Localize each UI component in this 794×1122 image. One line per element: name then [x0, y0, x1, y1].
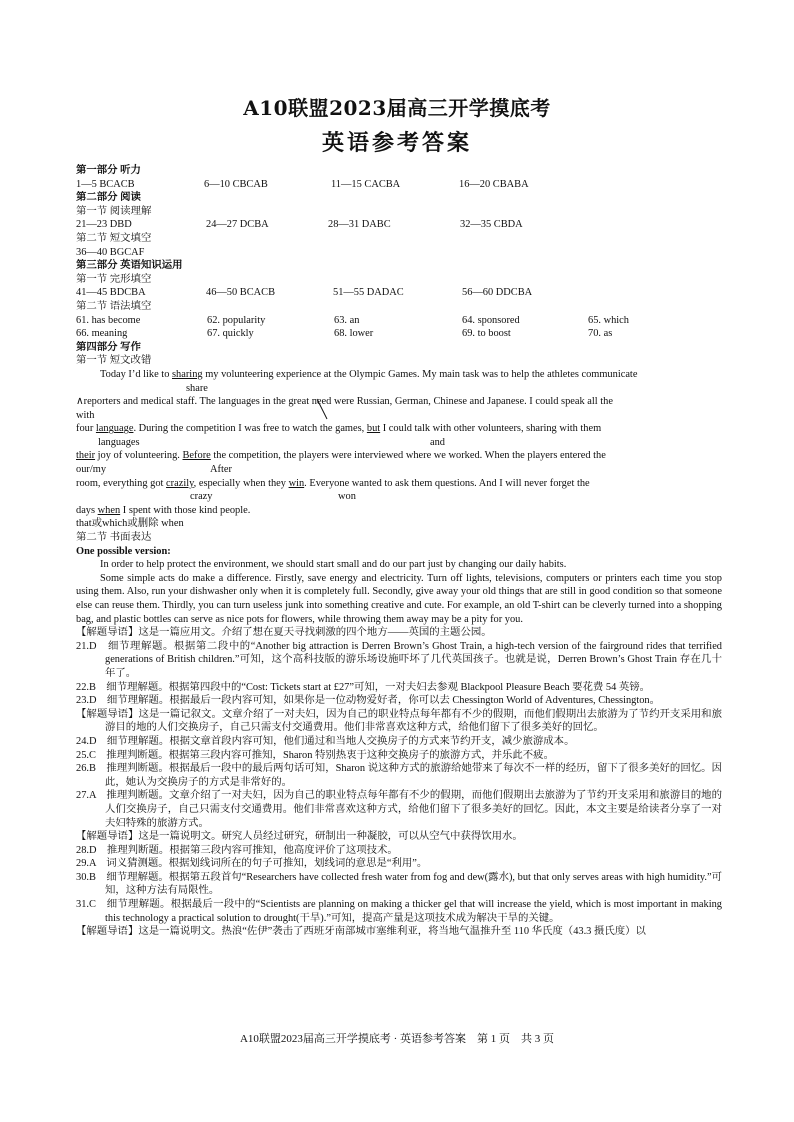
grammar-row: [76, 327, 722, 341]
correction-line: Today I’d like to sharing my volunteering experience at the Olympic Games. My main task was to help the athletes communicate: [100, 368, 638, 380]
explanation-note: 28.D 推理判断题。根据第三段内容可推知，他高度评价了这项技术。: [76, 844, 398, 856]
correction-note: our/my: [76, 464, 107, 476]
subsection-heading: 第一节 短文改错: [76, 355, 152, 367]
correction-line: four language. During the competition I was free to watch the games, but I could talk with other volunteers, sharing with them: [76, 423, 602, 435]
grammar-answer: 63. an: [334, 314, 360, 326]
grammar-answer: 66. meaning: [76, 328, 128, 340]
correction-note: won: [338, 491, 356, 503]
explanation-note: 31.C 细节理解题。根据最后一段中的“Scientists are planning on making a thicker gel that will increase the yield, which is most important in making this technology a practical solution to drought(干旱).”可知，提高产量是这项技术成为解决干旱的关键。: [76, 899, 722, 924]
explanation-note: 【解题导语】这是一篇说明文。研究人员经过研究，研制出一种凝胶，可以从空气中获得饮用水。: [76, 831, 523, 843]
grammar-row: [76, 314, 722, 328]
grammar-answer: 62. popularity: [207, 314, 266, 326]
explanation-note: 30.B 细节理解题。根据第五段首句“Researchers have collected fresh water from fog and dew(露水), but that only serves areas with high humidity.”可知，这种方法有局限性。: [76, 871, 722, 897]
grammar-answer: 69. to boost: [462, 328, 511, 340]
explanation-note: 24.D 细节理解题。根据文章首段内容可知，他们通过和当地人交换房子的方式来节约开支，减少旅游成本。: [76, 735, 575, 747]
essay-paragraph: Some simple acts do make a difference. Firstly, save energy and electricity. Turn off lights, televisions, computers or printers each time you stop using them. Also, run your dishwasher only when it is completely full. Secondly, give away your old things that are still in good condition so that someone else can reuse them. Thirdly, you can turn useless junk into something creative and cute. For example, an old T-shirt can be cleverly turned into a shopping bag, and plastic bottles can serve as nice pots for flowers, while throwing them away may be a pity for you.: [76, 572, 722, 625]
answer-group: 36—40 BGCAF: [76, 246, 145, 258]
grammar-answer: 64. sponsored: [462, 314, 520, 326]
essay-paragraph: In order to help protect the environment, we should start small and do our part just by changing our daily habits.: [100, 559, 567, 571]
explanation-note: 21.D 细节理解题。根据第二段中的“Another big attraction is Derren Brown’s Ghost Train, a high-tech version of the fairground rides that terrified generations of British children.”可知，这个高科技版的游乐场设施吓坏了几代英国孩子。也就是说，Derren Brown’s Ghost Train 存在几十年了。: [76, 640, 722, 679]
section-heading-writing: 第四部分 写作: [76, 341, 141, 353]
answer-group: 6—10 CBCAB: [204, 178, 268, 190]
explanation-note: 23.D 细节理解题。根据最后一段内容可知，如果你是一位动物爱好者，你可以去 Chessington World of Adventures, Chessington。: [76, 695, 661, 707]
answer-group: 56—60 DDCBA: [462, 287, 533, 299]
explanation-note: 【解题导语】这是一篇说明文。热浪“佐伊”袭击了西班牙南部城市塞维利亚，将当地气温推升至 110 华氏度（43.3 摄氏度）以: [76, 926, 646, 938]
answer-group: 46—50 BCACB: [206, 287, 275, 299]
answer-group: 1—5 BCACB: [76, 178, 135, 190]
answer-row-cloze: [76, 286, 722, 300]
correction-note-line: [76, 490, 722, 504]
answer-group: 32—35 CBDA: [460, 219, 523, 231]
answer-group: 21—23 DBD: [76, 219, 132, 231]
correction-note-line: [76, 436, 722, 450]
explanation-note: 【解题导语】这是一篇应用文。介绍了想在夏天寻找刺激的四个地方——英国的主题公园。: [76, 627, 492, 639]
explanation-note: 【解题导语】这是一篇记叙文。文章介绍了一对夫妇，因为自己的职业特点每年都有不少的假期，而他们假期出去旅游为了节约开支采用和旅游目的地的人们交换房子，自己只需支付交通费用。他们非常喜欢这种方式，给他们留下了很多美好的回忆。: [76, 708, 722, 734]
grammar-answer: 70. as: [588, 328, 613, 340]
grammar-answer: 68. lower: [334, 328, 374, 340]
correction-note-line: [76, 463, 722, 477]
subsection-heading: 第一节 阅读理解: [76, 205, 152, 217]
grammar-answer: 65. which: [588, 314, 629, 326]
correction-note: After: [210, 464, 232, 476]
correction-line: room, everything got crazily, especially when they win. Everyone wanted to ask them questions. And I will never forget the: [76, 477, 590, 489]
subsection-heading: 第一节 完形填空: [76, 273, 152, 285]
correction-note: that或which或删除 when: [76, 518, 184, 530]
explanation-note: 29.A 词义猜测题。根据划线词所在的句子可推知，划线词的意思是“利用”。: [76, 858, 428, 870]
version-label: One possible version:: [76, 545, 171, 557]
answer-group: 11—15 CACBA: [331, 178, 401, 190]
grammar-answer: 61. has become: [76, 314, 141, 326]
correction-note: share: [186, 382, 208, 394]
correction-note: with: [76, 409, 95, 421]
explanation-note: 22.B 细节理解题。根据第四段中的“Cost: Tickets start at £27”可知，一对夫妇去参观 Blackpool Pleasure Beach 要花费 54 英镑。: [76, 681, 651, 693]
correction-line: ∧reporters and medical staff. The languages in the great need were Russian, German, Chinese and Japanese. I could speak all the: [76, 396, 613, 408]
page-footer: A10联盟2023届高三开学摸底考 · 英语参考答案 第 1 页 共 3 页: [239, 1033, 555, 1045]
explanation-note: 27.A 推理判断题。文章介绍了一对夫妇，因为自己的职业特点每年都有不少的假期，而他们假期出去旅游为了节约开支采用和旅游目的地的人们交换房子，自己只需支付交通费用。他们非常喜欢这种方式，给他们留下了很多美好的回忆。因此，本文主要是给读者分享了一对夫妇特殊的旅游方式。: [76, 790, 722, 829]
grammar-answer: 67. quickly: [207, 328, 254, 340]
correction-line: days when I spent with those kind people.: [76, 504, 251, 516]
answer-group: 51—55 DADAC: [333, 287, 404, 299]
answer-body: [76, 164, 722, 939]
answer-group: 28—31 DABC: [328, 219, 391, 231]
section-heading-listening: 第一部分 听力: [76, 165, 141, 176]
subsection-heading: 第二节 书面表达: [76, 532, 152, 544]
deletion-mark: [314, 398, 330, 420]
answer-group: 16—20 CBABA: [459, 178, 529, 190]
answer-group: 41—45 BDCBA: [76, 287, 146, 299]
correction-note: crazy: [190, 491, 213, 503]
correction-line: their joy of volunteering. Before the competition, the players were interviewed where we worked. When the players entered the: [76, 450, 606, 462]
answer-row-reading: [76, 218, 722, 232]
document-subtitle: 英语参考答案: [321, 130, 472, 156]
document-title: A10联盟2023届高三开学摸底考: [243, 96, 551, 120]
correction-note: and: [430, 436, 446, 448]
explanation-note: 26.B 推理判断题。根据最后一段中的最后两句话可知，Sharon 说这种方式的旅游给她带来了每次不一样的经历，留下了很多美好的回忆。因此，她认为交换房子的方式是非常好的。: [76, 763, 722, 788]
correction-note: languages: [98, 436, 140, 448]
subsection-heading: 第二节 短文填空: [76, 232, 152, 244]
explanation-note: 25.C 推理判断题。根据第三段内容可推知，Sharon 特别热衷于这种交换房子的旅游方式，并乐此不疲。: [76, 749, 554, 761]
answer-group: 24—27 DCBA: [206, 219, 269, 231]
section-heading-language: 第三部分 英语知识运用: [76, 260, 183, 272]
section-heading-reading: 第二部分 阅读: [76, 192, 141, 204]
subsection-heading: 第二节 语法填空: [76, 300, 152, 312]
answer-row-listening: [76, 178, 722, 192]
correction-note-line: [76, 382, 722, 396]
